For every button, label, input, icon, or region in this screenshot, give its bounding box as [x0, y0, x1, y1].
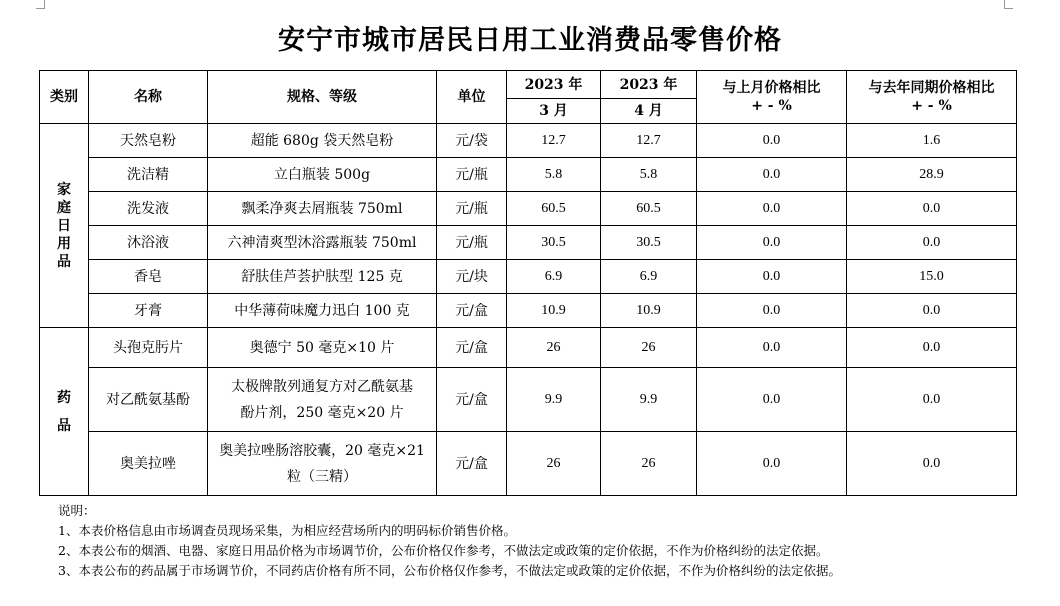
change-yoy: 15.0: [847, 260, 1017, 294]
header-mom-label: 与上月价格相比: [722, 80, 821, 96]
note-item: 2、本表公布的烟酒、电器、家庭日用品价格为市场调节价，公布价格仅作参考，不做法定或政策的定价依据，不作为价格纠纷的法定依据。: [58, 543, 829, 558]
change-yoy: 0.0: [847, 328, 1017, 368]
table-row: [40, 368, 1017, 432]
item-name: 沐浴液: [89, 226, 208, 260]
item-spec: 奥德宁 50 毫克×10 片: [208, 328, 437, 368]
price-march: 30.5: [507, 226, 601, 260]
price-march: 60.5: [507, 192, 601, 226]
item-unit: 元/瓶: [437, 192, 507, 226]
item-spec-line: 酚片剂，250 毫克×20 片: [240, 404, 404, 421]
item-spec: [208, 368, 437, 432]
price-table: [39, 70, 1017, 496]
header-row-1: [40, 71, 1017, 99]
table-row: [40, 294, 1017, 328]
category-label: 药品: [57, 389, 71, 434]
header-name: 名称: [89, 71, 208, 124]
change-yoy: 0.0: [847, 432, 1017, 496]
item-name: 洗发液: [89, 192, 208, 226]
item-spec: 舒肤佳芦荟护肤型 125 克: [208, 260, 437, 294]
item-unit: 元/袋: [437, 124, 507, 158]
change-mom: 0.0: [697, 260, 847, 294]
table-row: [40, 192, 1017, 226]
category-label: 家庭日用品: [57, 181, 71, 270]
item-unit: 元/盒: [437, 432, 507, 496]
table-row: [40, 260, 1017, 294]
price-april: 9.9: [601, 368, 697, 432]
header-mom: [697, 71, 847, 124]
change-mom: 0.0: [697, 328, 847, 368]
header-month-march: 3 月: [507, 99, 601, 124]
category-cell-household: [40, 124, 89, 328]
price-march: 5.8: [507, 158, 601, 192]
item-name: 头孢克肟片: [89, 328, 208, 368]
header-year-march: 2023 年: [507, 71, 601, 99]
price-april: 26: [601, 328, 697, 368]
price-april: 10.9: [601, 294, 697, 328]
change-mom: 0.0: [697, 192, 847, 226]
header-month-april: 4 月: [601, 99, 697, 124]
change-yoy: 0.0: [847, 226, 1017, 260]
header-yoy-label: 与去年同期价格相比: [868, 80, 995, 96]
item-name: 牙膏: [89, 294, 208, 328]
item-spec: 飘柔净爽去屑瓶装 750ml: [208, 192, 437, 226]
item-unit: 元/块: [437, 260, 507, 294]
item-name: 奥美拉唑: [89, 432, 208, 496]
price-april: 30.5: [601, 226, 697, 260]
item-unit: 元/瓶: [437, 158, 507, 192]
page-title: 安宁市城市居民日用工业消费品零售价格: [278, 25, 782, 56]
item-spec: 六神清爽型沐浴露瓶装 750ml: [208, 226, 437, 260]
change-yoy: 0.0: [847, 368, 1017, 432]
header-spec: 规格、等级: [208, 71, 437, 124]
price-march: 12.7: [507, 124, 601, 158]
change-mom: 0.0: [697, 368, 847, 432]
change-mom: 0.0: [697, 432, 847, 496]
item-spec-line: 太极牌散列通复方对乙酰氨基: [231, 378, 413, 395]
price-april: 6.9: [601, 260, 697, 294]
price-march: 10.9: [507, 294, 601, 328]
item-spec-line: 奥美拉唑肠溶胶囊，20 毫克×21: [219, 442, 425, 459]
price-april: 26: [601, 432, 697, 496]
item-spec: 立白瓶装 500g: [208, 158, 437, 192]
change-yoy: 1.6: [847, 124, 1017, 158]
header-year-april: 2023 年: [601, 71, 697, 99]
note-item: 3、本表公布的药品属于市场调节价，不同药店价格有所不同，公布价格仅作参考，不做法定或政策的定价依据，不作为价格纠纷的法定依据。: [58, 563, 841, 578]
change-mom: 0.0: [697, 124, 847, 158]
price-march: 26: [507, 432, 601, 496]
header-category: 类别: [40, 71, 89, 124]
change-mom: 0.0: [697, 226, 847, 260]
header-unit: 单位: [437, 71, 507, 124]
price-april: 60.5: [601, 192, 697, 226]
item-name: 香皂: [89, 260, 208, 294]
item-spec-line: 粒（三精）: [287, 468, 357, 485]
table-row: [40, 432, 1017, 496]
change-yoy: 0.0: [847, 294, 1017, 328]
item-spec: 中华薄荷味魔力迅白 100 克: [208, 294, 437, 328]
price-march: 26: [507, 328, 601, 368]
header-yoy: [847, 71, 1017, 124]
change-mom: 0.0: [697, 158, 847, 192]
price-april: 12.7: [601, 124, 697, 158]
price-march: 9.9: [507, 368, 601, 432]
price-april: 5.8: [601, 158, 697, 192]
table-row: [40, 124, 1017, 158]
header-mom-unit: + - %: [751, 98, 792, 114]
note-item: 1、本表价格信息由市场调查员现场采集，为相应经营场所内的明码标价销售价格。: [58, 523, 516, 538]
item-spec: 超能 680g 袋天然皂粉: [208, 124, 437, 158]
item-unit: 元/瓶: [437, 226, 507, 260]
item-unit: 元/盒: [437, 294, 507, 328]
price-march: 6.9: [507, 260, 601, 294]
item-name: 洗洁精: [89, 158, 208, 192]
change-yoy: 0.0: [847, 192, 1017, 226]
item-name: 对乙酰氨基酚: [89, 368, 208, 432]
table-row: [40, 226, 1017, 260]
page-corner-mark-left: [36, 0, 45, 9]
item-spec: [208, 432, 437, 496]
table-row: [40, 328, 1017, 368]
table-row: [40, 158, 1017, 192]
item-name: 天然皂粉: [89, 124, 208, 158]
change-mom: 0.0: [697, 294, 847, 328]
change-yoy: 28.9: [847, 158, 1017, 192]
item-unit: 元/盒: [437, 368, 507, 432]
notes: [58, 501, 841, 581]
item-unit: 元/盒: [437, 328, 507, 368]
header-yoy-unit: + - %: [911, 98, 952, 114]
category-cell-medicine: [40, 328, 89, 496]
notes-heading: 说明：: [58, 503, 96, 518]
page-corner-mark-right: [1004, 0, 1013, 9]
